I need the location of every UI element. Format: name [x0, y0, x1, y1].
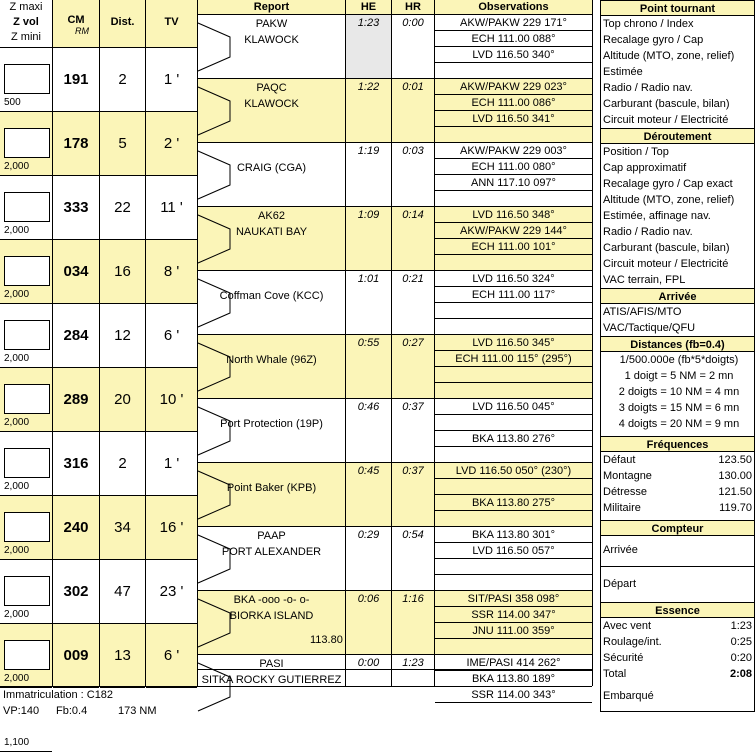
- divider: [600, 566, 755, 567]
- obs-line: LVD 116.50 341°: [435, 111, 592, 127]
- zmaxi-value: 2,000: [4, 673, 30, 684]
- obs-line: ECH 111.00 101°: [435, 239, 592, 255]
- he-value: 1:01: [346, 271, 391, 335]
- obs-line: AKW/PAKW 229 003°: [435, 143, 592, 159]
- dist-value: 13: [100, 624, 145, 688]
- distances-header: Distances (fb=0.4): [600, 336, 755, 352]
- checklist-item: Cap approximatif: [603, 162, 687, 174]
- cm-value: 191: [53, 48, 99, 112]
- obs-line: LVD 116.50 348°: [435, 207, 592, 223]
- report-line-2: SITKA ROCKY GUTIERREZ: [201, 674, 342, 686]
- tv-value: 6 ': [146, 304, 197, 368]
- essence-value: 1:23: [730, 620, 752, 632]
- he-value: 0:46: [346, 399, 391, 463]
- obs-line: LVD 116.50 345°: [435, 335, 592, 351]
- rm-header: RM: [75, 26, 89, 36]
- essence-value: 2:08: [729, 668, 752, 680]
- vp: VP:140: [3, 705, 40, 717]
- distance-rule: 2 doigts = 10 NM = 4 mn: [618, 386, 740, 398]
- leg-arrow: [198, 279, 230, 327]
- obs-line: ANN 117.10 097°: [435, 175, 592, 191]
- checklist-item: VAC/Tactique/QFU: [603, 322, 696, 334]
- report-line-2: Coffman Cove (KCC): [219, 290, 324, 302]
- zmaxi-header: Z maxi: [9, 1, 43, 13]
- frequency-value: 123.50: [718, 454, 752, 466]
- checklist-item: Altitude (MTO, zone, relief): [603, 50, 735, 62]
- leg-arrow: [198, 215, 230, 263]
- cm-value: 289: [53, 368, 99, 432]
- report-line-2: CRAIG (CGA): [236, 162, 307, 174]
- he-value: 0:29: [346, 527, 391, 591]
- he-value: 0:06: [346, 591, 391, 655]
- leg-arrow: [198, 471, 230, 519]
- hr-value: 0:21: [392, 271, 434, 335]
- checklist-panel: [600, 0, 755, 720]
- essence-header: Essence: [600, 602, 755, 618]
- report-line-2: Port Protection (19P): [220, 418, 323, 430]
- obs-line: LVD 116.50 340°: [435, 47, 592, 63]
- obs-line: SIT/PASI 358 098°: [435, 591, 592, 607]
- checklist-item: Position / Top: [603, 146, 669, 158]
- cm-header: CM: [67, 14, 85, 26]
- checklist-item: Altitude (MTO, zone, relief): [603, 194, 735, 206]
- essence-label: Total: [603, 668, 627, 680]
- compteur-arrivee: Arrivée: [603, 544, 638, 556]
- tv-value: 8 ': [146, 240, 197, 304]
- obs-line: LVD 116.50 324°: [435, 271, 592, 287]
- checklist-item: Radio / Radio nav.: [603, 226, 693, 238]
- frequency-label: Détresse: [603, 486, 648, 498]
- tv-value: 1 ': [146, 432, 197, 496]
- leg-arrow: [198, 535, 230, 583]
- frequency-value: 121.50: [718, 486, 752, 498]
- checklist-item: Estimée: [603, 66, 643, 78]
- hr-value: 0:54: [392, 527, 434, 591]
- frequency-value: 119.70: [719, 502, 752, 514]
- obs-line: SSR 114.00 343°: [435, 687, 592, 703]
- he-value: 0:45: [346, 463, 391, 527]
- checklist-item: Circuit moteur / Electricité: [603, 114, 729, 126]
- distance-rule: 1 doigt = 5 NM = 2 mn: [624, 370, 734, 382]
- report-line-2: KLAWOCK: [244, 34, 299, 46]
- zmaxi-value: 2,000: [4, 609, 30, 620]
- tv-value: 1 ': [146, 48, 197, 112]
- zmaxi-value: 2,000: [4, 225, 30, 236]
- zmaxi-value: 2,000: [4, 161, 30, 172]
- obs-line: ECH 111.00 086°: [435, 95, 592, 111]
- zmaxi-value: 2,000: [4, 545, 30, 556]
- hr-value: 0:37: [392, 463, 434, 527]
- dist-value: 16: [100, 240, 145, 304]
- obs-line: ECH 111.00 080°: [435, 159, 592, 175]
- tv-value: 10 ': [146, 368, 197, 432]
- essence-label: Avec vent: [603, 620, 652, 632]
- zvol-header: Z vol: [13, 16, 39, 28]
- hr-value: 0:03: [392, 143, 434, 207]
- checklist-item: Circuit moteur / Electricité: [603, 258, 729, 270]
- obs-line: ECH 111.00 115° (295°): [435, 351, 592, 367]
- frequency-label: Militaire: [603, 502, 641, 514]
- he-header: HE: [346, 0, 391, 15]
- report-line-2: NAUKATI BAY: [235, 226, 308, 238]
- report-line-1: PAAP: [257, 530, 286, 542]
- cm-value: 009: [53, 624, 99, 688]
- distance-rule: 1/500.000e (fb*5*doigts): [619, 354, 739, 366]
- zmaxi-value: 2,000: [4, 353, 30, 364]
- leg-arrow: [198, 599, 230, 647]
- hr-value: 0:01: [392, 79, 434, 143]
- report-line-1: BKA -ooo -o- o-: [233, 594, 310, 606]
- obs-line: LVD 116.50 045°: [435, 399, 592, 415]
- checklist-item: Recalage gyro / Cap: [603, 34, 704, 46]
- total-distance: 173 NM: [118, 705, 157, 717]
- zmaxi-value: 2,000: [4, 417, 30, 428]
- checklist-item: ATIS/AFIS/MTO: [603, 306, 682, 318]
- essence-value: 0:20: [730, 652, 752, 664]
- report-line-2: PORT ALEXANDER: [221, 546, 322, 558]
- obs-line: ECH 111.00 117°: [435, 287, 592, 303]
- report-line-1: AK62: [258, 210, 285, 222]
- point-tournant-header: Point tournant: [600, 0, 755, 16]
- dist-value: 12: [100, 304, 145, 368]
- he-value: 1:23: [346, 15, 391, 79]
- hr-header: HR: [392, 0, 434, 15]
- cm-value: 333: [53, 176, 99, 240]
- dist-value: 47: [100, 560, 145, 624]
- obs-line: BKA 113.80 275°: [435, 495, 592, 511]
- checklist-item: VAC terrain, FPL: [603, 274, 686, 286]
- report-line-1: PAQC: [256, 82, 287, 94]
- tv-value: 23 ': [146, 560, 197, 624]
- leg-arrow: [198, 87, 230, 135]
- report-header: Report: [198, 0, 345, 15]
- essence-value: 0:25: [730, 636, 752, 648]
- obs-line: LVD 116.50 050° (230°): [435, 463, 592, 479]
- cm-value: 316: [53, 432, 99, 496]
- dist-value: 2: [100, 48, 145, 112]
- checklist-item: Carburant (bascule, bilan): [603, 98, 730, 110]
- obs-line: IME/PASI 414 262°: [435, 655, 592, 671]
- report-line-1: PASI: [259, 658, 284, 670]
- leg-arrow: [198, 343, 230, 391]
- checklist-item: Recalage gyro / Cap exact: [603, 178, 733, 190]
- cm-value: 302: [53, 560, 99, 624]
- immatriculation: Immatriculation : C182: [3, 689, 114, 701]
- checklist-item: Radio / Radio nav.: [603, 82, 693, 94]
- obs-header: Observations: [435, 0, 592, 15]
- dist-value: 5: [100, 112, 145, 176]
- hr-value: 1:23: [392, 655, 434, 670]
- dist-value: 20: [100, 368, 145, 432]
- obs-line: AKW/PAKW 229 171°: [435, 15, 592, 31]
- dist-value: 34: [100, 496, 145, 560]
- obs-line: ECH 111.00 088°: [435, 31, 592, 47]
- he-value: 1:19: [346, 143, 391, 207]
- dist-header: Dist.: [100, 0, 145, 48]
- cm-value: 240: [53, 496, 99, 560]
- zmini-header: Z mini: [11, 31, 41, 43]
- compteur-header: Compteur: [600, 520, 755, 536]
- hr-value: 0:27: [392, 335, 434, 399]
- checklist-item: Top chrono / Index: [603, 18, 694, 30]
- obs-line: BKA 113.80 276°: [435, 431, 592, 447]
- leg-arrow: [198, 151, 230, 199]
- tv-value: 6 ': [146, 624, 197, 688]
- distance-rule: 4 doigts = 20 NM = 9 mn: [618, 418, 740, 430]
- frequency-label: Défaut: [603, 454, 636, 466]
- zmaxi-value: 2,000: [4, 289, 30, 300]
- zmaxi-value: 2,000: [4, 481, 30, 492]
- obs-line: BKA 113.80 189°: [435, 671, 592, 687]
- obs-line: AKW/PAKW 229 144°: [435, 223, 592, 239]
- essence-label: Sécurité: [603, 652, 644, 664]
- panel-border: [600, 711, 755, 712]
- leg-arrow: [198, 407, 230, 455]
- distance-rule: 3 doigts = 15 NM = 6 mn: [618, 402, 740, 414]
- cm-value: 178: [53, 112, 99, 176]
- deroutement-header: Déroutement: [600, 128, 755, 144]
- dist-value: 22: [100, 176, 145, 240]
- compteur-depart: Départ: [603, 578, 637, 590]
- he-value: 1:09: [346, 207, 391, 271]
- embarque: Embarqué: [603, 690, 654, 702]
- he-value: 0:55: [346, 335, 391, 399]
- essence-label: Roulage/int.: [603, 636, 662, 648]
- tv-value: 16 ': [146, 496, 197, 560]
- zmaxi-value: 1,100: [4, 737, 30, 748]
- report-freq: 113.80: [310, 634, 343, 646]
- zmaxi-value: 500: [4, 97, 21, 108]
- obs-line: SSR 114.00 347°: [435, 607, 592, 623]
- he-value: 0:00: [346, 655, 391, 670]
- obs-line: JNU 111.00 359°: [435, 623, 592, 639]
- report-line-1: PAKW: [255, 18, 288, 30]
- panel-border: [600, 0, 601, 712]
- tv-value: 2 ': [146, 112, 197, 176]
- tv-header: TV: [146, 0, 197, 48]
- tv-value: 11 ': [146, 176, 197, 240]
- report-line-2: North Whale (96Z): [226, 354, 317, 366]
- dist-value: 2: [100, 432, 145, 496]
- obs-line: BKA 113.80 301°: [435, 527, 592, 543]
- hr-value: 1:16: [392, 591, 434, 655]
- frequency-label: Montagne: [603, 470, 652, 482]
- report-line-2: BIORKA ISLAND: [229, 610, 314, 622]
- frequency-value: 130.00: [718, 470, 752, 482]
- hr-value: 0:00: [392, 15, 434, 79]
- checklist-item: Estimée, affinage nav.: [603, 210, 711, 222]
- frequences-header: Fréquences: [600, 436, 755, 452]
- obs-line: LVD 116.50 057°: [435, 543, 592, 559]
- obs-line: AKW/PAKW 229 023°: [435, 79, 592, 95]
- checklist-item: Carburant (bascule, bilan): [603, 242, 730, 254]
- hr-value: 0:14: [392, 207, 434, 271]
- report-line-2: Point Baker (KPB): [226, 482, 317, 494]
- he-value: 1:22: [346, 79, 391, 143]
- leg-arrow: [198, 23, 230, 71]
- arrivee-header: Arrivée: [600, 288, 755, 304]
- hr-value: 0:37: [392, 399, 434, 463]
- cm-value: 034: [53, 240, 99, 304]
- report-line-2: KLAWOCK: [244, 98, 299, 110]
- fb: Fb:0.4: [56, 705, 88, 717]
- cm-value: 284: [53, 304, 99, 368]
